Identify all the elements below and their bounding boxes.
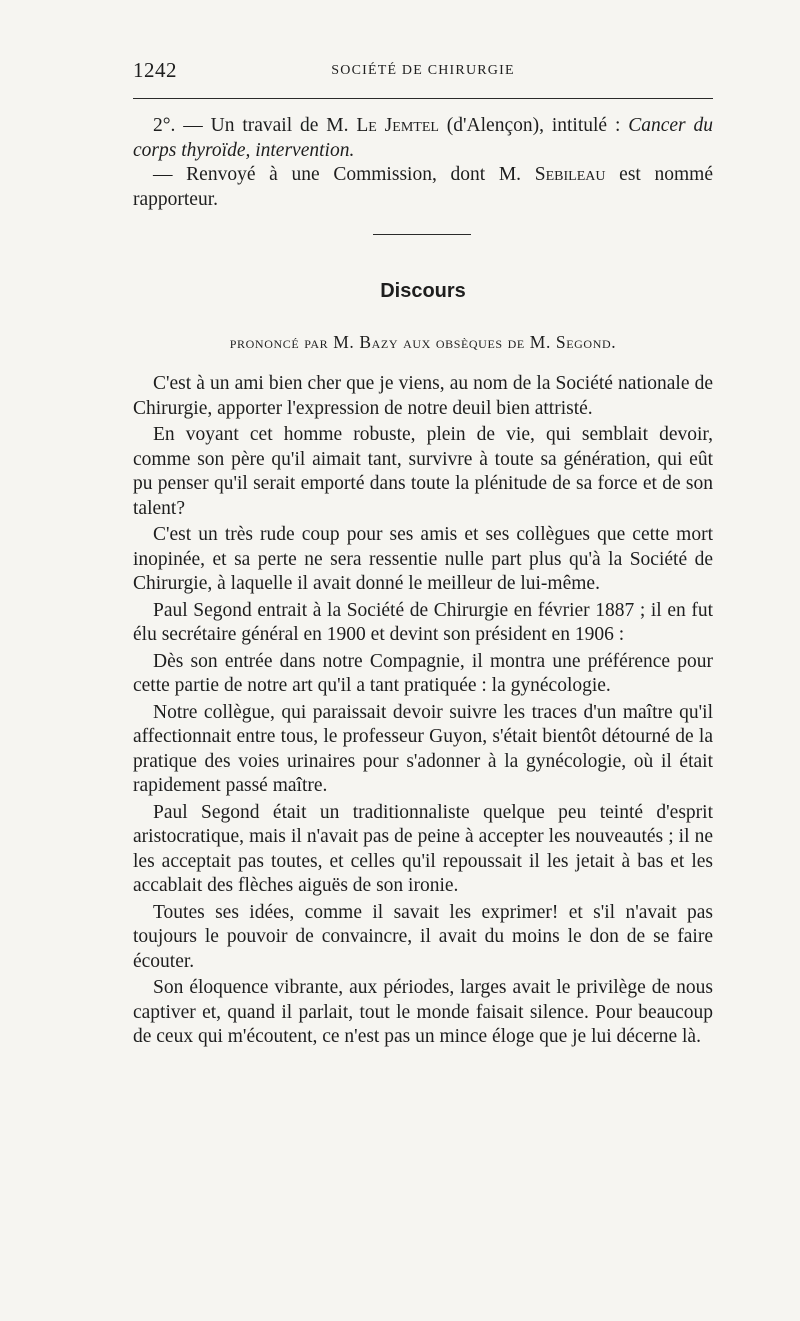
subtitle-lead: prononcé par bbox=[229, 332, 334, 352]
page-header bbox=[133, 58, 713, 88]
work-title: Cancer du corps thyroïde, intervention. bbox=[133, 115, 714, 161]
announcement-text-2: (d'Alençon), intitulé : bbox=[438, 115, 629, 136]
running-title: SOCIÉTÉ DE CHIRURGIE bbox=[331, 63, 515, 78]
section-subtitle bbox=[133, 332, 713, 353]
referral-paragraph bbox=[133, 163, 713, 212]
speech-paragraph: Paul Segond était un traditionnaliste quelque peu teinté d'esprit aristocratique, mais il n'avait pas de peine à accepter les nouveautés ; il ne les acceptait pas toutes, et celles qu'il repoussait il les jetait à bas et les accablait des flèches aiguës de son ironie. bbox=[133, 801, 713, 896]
speech-paragraph: Toutes ses idées, comme il savait les exprimer! et s'il n'avait pas toujours le pouvoir de convaincre, il avait du moins le don de se faire écouter. bbox=[133, 901, 713, 972]
author-name: Le Jemtel bbox=[356, 115, 439, 136]
speech-paragraph: C'est à un ami bien cher que je viens, au nom de la Société nationale de Chirurgie, apporter l'expression de notre deuil bien attristé. bbox=[133, 373, 713, 419]
speech-body bbox=[133, 372, 713, 1052]
section-title: Discours bbox=[380, 280, 466, 302]
speech-paragraph: Paul Segond entrait à la Société de Chirurgie en février 1887 ; il en fut élu secrétaire général en 1900 et devint son président en 1906 : bbox=[133, 599, 713, 645]
speech-paragraph: Notre collègue, qui paraissait devoir suivre les traces d'un maître qu'il affectionnait entre tous, le professeur Guyon, s'était bientôt détourné de la pratique des voies urinaires pour s'adonner à la gynécologie, où il était rapidement passé maître. bbox=[133, 701, 713, 796]
rapporteur-name: Sebileau bbox=[534, 164, 606, 185]
speech-paragraph: Son éloquence vibrante, aux périodes, larges avait le privilège de nous captiver et, quand il parlait, tout le monde faisait silence. Pour beaucoup de ceux qui m'écoutent, ce n'est pas un mince éloge que je lui décerne là. bbox=[133, 977, 713, 1047]
page-number: 1242 bbox=[133, 58, 177, 82]
announcement-text: 2°. — Un travail de M. bbox=[153, 115, 357, 136]
separator-rule bbox=[373, 234, 471, 235]
header-rule bbox=[133, 98, 713, 99]
referral-text-2: est nommé rapporteur. bbox=[133, 164, 713, 210]
speech-paragraph: Dès son entrée dans notre Compagnie, il montra une préférence pour cette partie de notre art qu'il a tant pratiquée : la gynécologie. bbox=[133, 650, 713, 696]
subtitle-rest: M. Bazy aux obsèques de M. Segond. bbox=[333, 332, 617, 352]
announcement-paragraph bbox=[133, 114, 713, 163]
speech-paragraph: En voyant cet homme robuste, plein de vie, qui semblait devoir, comme son père qu'il aimait tant, survivre à toute sa génération, qui eût pu penser qu'il serait emporté dans toute la plénitude de sa force et de son talent? bbox=[133, 424, 713, 519]
referral-text: — Renvoyé à une Commission, dont M. bbox=[153, 164, 535, 185]
announcement-block bbox=[133, 114, 713, 212]
speech-paragraph: C'est un très rude coup pour ses amis et ses collègues que cette mort inopinée, et sa perte ne sera ressentie nulle part plus qu'à la Société de Chirurgie, à laquelle il avait donné le meilleur de lui-même. bbox=[133, 524, 713, 594]
